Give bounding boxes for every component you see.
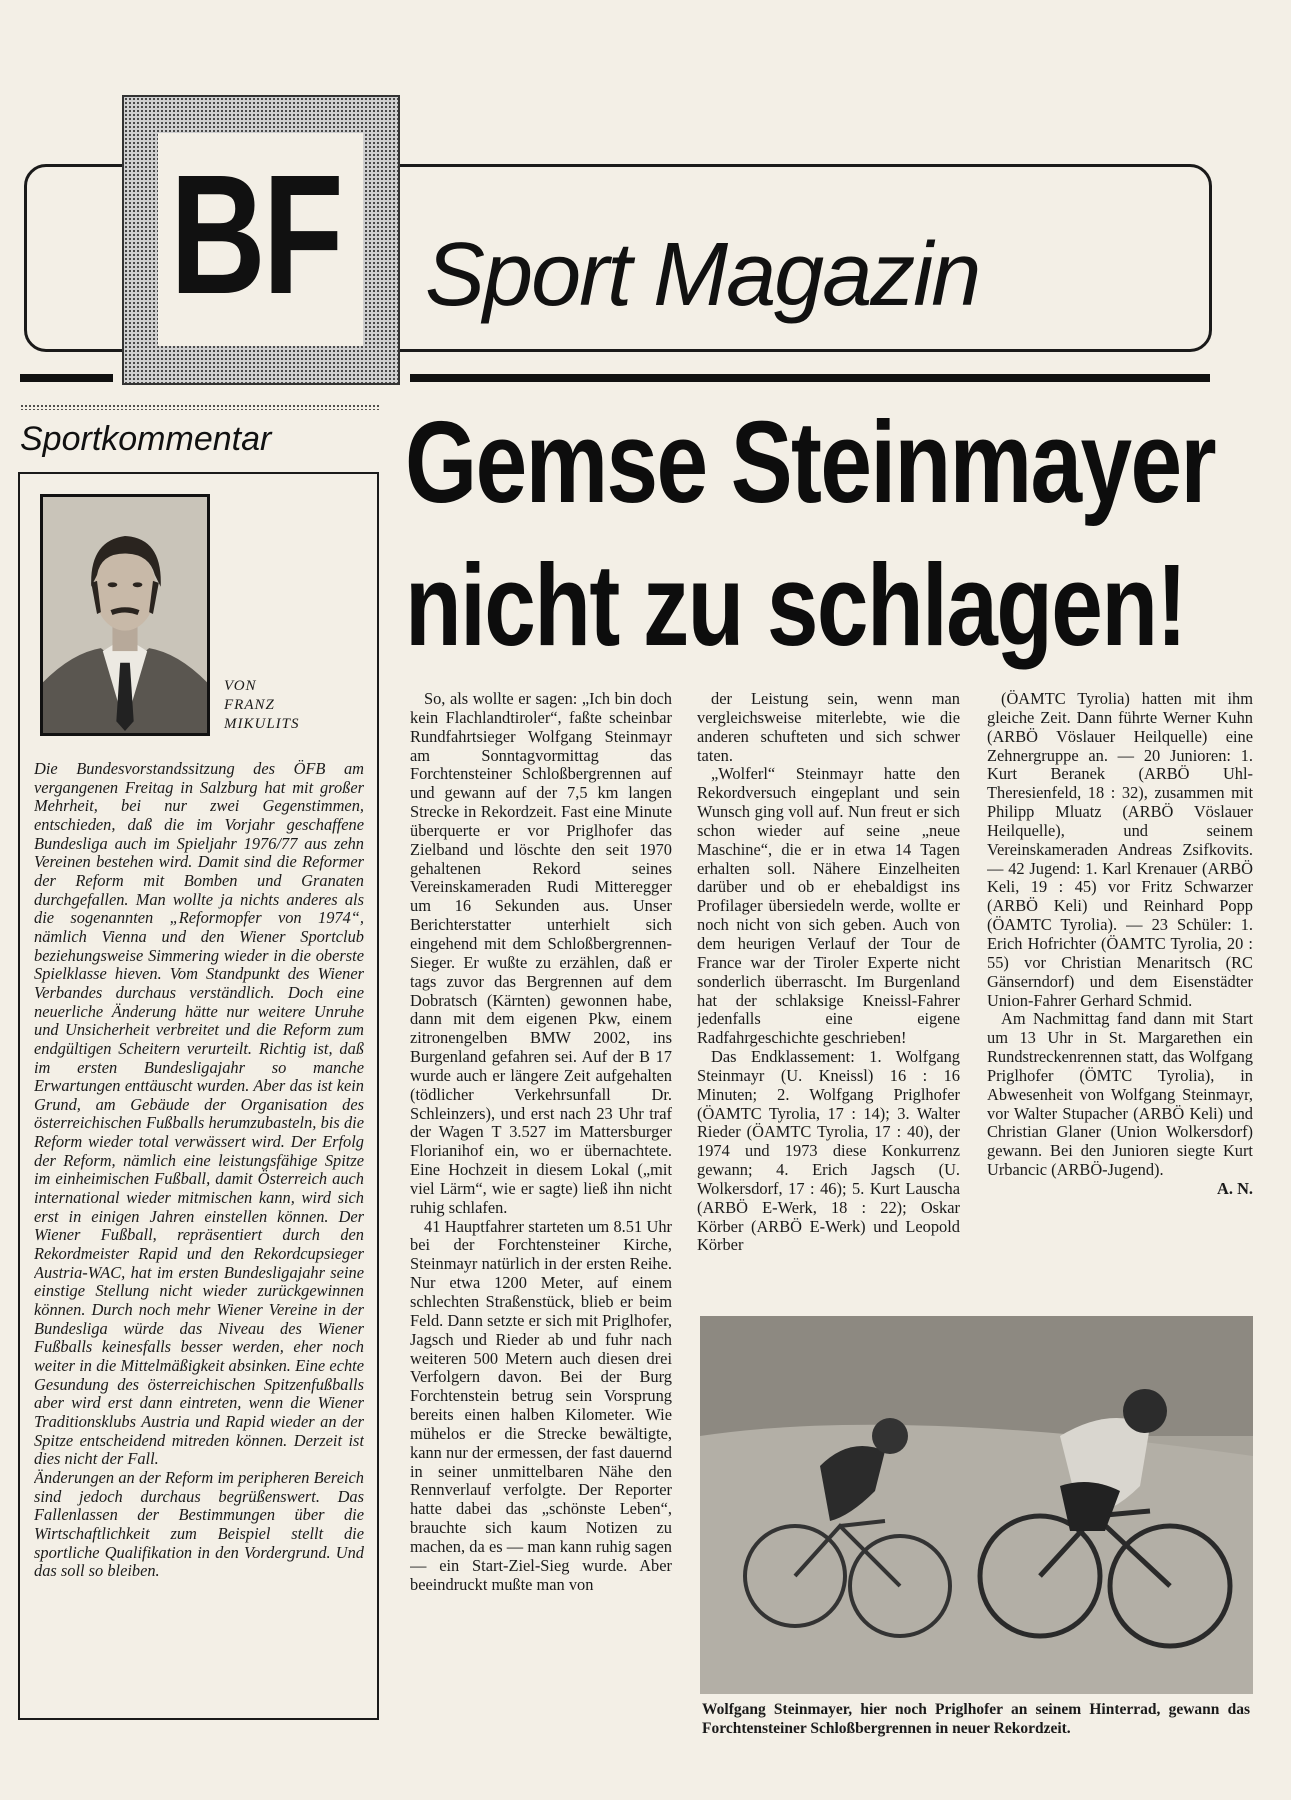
article-paragraph: 41 Hauptfahrer starteten um 8.51 Uhr bei der Forchtensteiner Kirche, Steinmayr natürlich in der ersten Reihe. Nur etwa 1200 Meter, auf einem schlechten Straßenstück, blieb er beim Feld. Dann setzte er sich mit Priglhofer, Jagsch und Rieder ab und fuhr nach weiteren 500 Metern auch diesen drei Verfolgern davon. Bei der Burg Forchtenstein betrug sein Vorsprung bereits einen halben Kilometer. Wie mühelos er die Strecke bewältigte, kann nur der ermessen, der fast dauernd in seiner unmittelbaren Nähe den Rennverlauf verfolgte. Der Reporter hatte dabei das „schönste Leben“, brauchte sich kaum Notizen zu machen, da es — man kann ruhig sagen — ein Start-Ziel-Sieg wurde. Aber beeindruckt mußte man von	[410, 1216, 672, 1594]
headline-line-1: Gemse Steinmayer	[405, 397, 1216, 527]
author-portrait-image	[40, 494, 210, 736]
commentary-paragraph: Die Bundesvorstandssitzung des ÖFB am vergangenen Freitag in Salzburg hat mit großer Mehrheit, bei nur zwei Gegenstimmen, entschieden, daß die im Vorjahr geschaffene Bundesliga auch im Spieljahr 1976/77 aus zehn Vereinen bestehen wird. Damit sind die Reformer der Reform mit Bomben und Granaten durchgefallen. Man wollte ja nichts anderes als die sogenannten „Reformopfer von 1974“, nämlich Vienna und den Wiener Sportclub beziehungsweise Simmering wieder in die oberste Spielklasse hieven. Vom Standpunkt des Wiener Verbandes durchaus verständlich. Doch eine neuerliche Änderung hätte nur weitere Unruhe und Unsicherheit verbreitet und die Reform zum endgültigen Scheitern verurteilt. Richtig ist, daß im ersten Bundesligajahr so manche Erwartungen enttäuscht wurden. Aber das ist kein Grund, am Gebäude der Organisation des österreichischen Fußballs herumzubasteln, bis die Reform wieder total verwässert wird. Der Erfolg der Reform, nämlich eine leistungsfähige Spitze im einheimischen Fußball, damit Österreich auch international wieder mitmischen kann, wird sich erst in einigen Jahren einstellen können. Der Wiener Fußball, repräsentiert durch den Rekordmeister Rapid und den Rekordcupsieger Austria-WAC, hat im ersten Bundesligajahr seine einstige Stellung nicht wieder zurückgewinnen können. Durch noch mehr Wiener Vereine in der Bundesliga würde das Niveau des Wiener Fußballs keinesfalls besser werden, eher noch weiter in die Mittelmäßigkeit absinken. Eine echte Gesundung des österreichischen Spitzenfußballs aber wird erst dann eintreten, wenn die Wiener Traditionsklubs Austria und Rapid wieder an der Spitze entscheidend mitreden können. Derzeit ist dies nicht der Fall.	[34, 760, 364, 1469]
byline-line: MIKULITS	[224, 716, 300, 732]
commentary-body	[34, 760, 364, 1715]
commentary-section-title: Sportkommentar	[20, 420, 272, 458]
commentary-rule	[20, 404, 380, 410]
headline-line-2: nicht zu schlagen!	[405, 540, 1186, 670]
photo-caption: Wolfgang Steinmayer, hier noch Priglhofer an seinem Hinterrad, gewann das Forchtensteiner Schloßbergrennen in neuer Rekordzeit.	[702, 1701, 1250, 1737]
article-paragraph: der Leistung sein, wenn man vergleichsweise miterlebte, wie die anderen schufteten und sich schwer taten.	[697, 690, 960, 765]
article-paragraph: (ÖAMTC Tyrolia) hatten mit ihm gleiche Zeit. Dann führte Werner Kuhn (ARBÖ Vöslauer Heilquelle) eine Zehnergruppe an. — 20 Junioren: 1. Kurt Beranek (ARBÖ Uhl-Theresienfeld, 18 : 32), zusammen mit Philipp Mluatz (ARBÖ Vöslauer Heilquelle), und seinem Vereinskameraden Andreas Zsifkovits. — 42 Jugend: 1. Karl Krenauer (ARBÖ Keli, 19 : 45) vor Fritz Schwarzer (ARBÖ Keli) und Reinhard Popp (ÖAMTC Tyrolia). — 23 Schüler: 1. Erich Hofrichter (ÖAMTC Tyrolia, 20 : 55) vor Christian Menaritsch (RC Gänserndorf) und dem Eisenstädter Union-Fahrer Gerhard Schmid.	[987, 690, 1253, 1010]
article-paragraph: Das Endklassement: 1. Wolfgang Steinmayr (U. Kneissl) 16 : 16 Minuten; 2. Wolfgang Priglhofer (ÖAMTC Tyrolia, 17 : 14); 3. Walter Rieder (ÖAMTC Tyrolia, 17 : 40), der 1974 und 1973 diese Konkurrenz gewann; 4. Erich Jagsch (U. Wolkersdorf, 17 : 46); 5. Kurt Lauscha (ARBÖ E-Werk, 18 : 22); Oskar Körber (ARBÖ E-Werk) und Leopold Körber	[697, 1047, 960, 1255]
byline-line: FRANZ	[224, 697, 275, 713]
magazine-title: Sport Magazin	[425, 225, 980, 325]
article-signature: A. N.	[1217, 1178, 1253, 1198]
commentary-paragraph: Änderungen an der Reform im peripheren Bereich sind jedoch durchaus begrüßenswert. Das Fallenlassen der Bestimmungen über die Wirtschaftlichkeit zum Beispiel stellt die sportliche Qualifikation in den Vordergrund. Und das soll so bleiben.	[34, 1467, 364, 1581]
bf-logo: BF	[170, 140, 341, 330]
masthead-rule-left	[20, 374, 113, 382]
article-column-2	[697, 690, 960, 1314]
article-paragraph: Am Nachmittag fand dann mit Start um 13 Uhr in St. Margarethen ein Rundstreckenrennen statt, das Wolfgang Priglhofer (ÖMTC Tyrolia), in Abwesenheit von Wolfgang Steinmayr, vor Walter Stupacher (ARBÖ Keli) und Christian Glaner (Union Wolkersdorf) gewann. Bei den Junioren siegte Kurt Urbancic (ARBÖ-Jugend).	[987, 1009, 1253, 1180]
article-paragraph: So, als wollte er sagen: „Ich bin doch kein Flachlandtiroler“, faßte scheinbar Rundfahrtsieger Wolfgang Steinmayr am Sonntagvormittag das Forchtensteiner Schloßbergrennen auf und gewann auf der 7,5 km langen Strecke in Rekordzeit. Fast eine Minute überquerte er vor Priglhofer das Zielband und löschte den seit 1970 gehaltenen Rekord seines Vereinskameraden Rudi Mitteregger um 16 Sekunden aus. Unser Berichterstatter unterhielt sich eingehend mit dem Schloßbergrennen-Sieger. Er wußte zu erzählen, daß er tags zuvor das Bergrennen auf dem Dobratsch (Kärnten) gewonnen habe, dann mit dem eigenen Pkw, einem zitronengelben BMW 2002, ins Burgenland gefahren sei. Auf der B 17 wurde auch er längere Zeit aufgehalten (tödlicher Verkehrsunfall Dr. Schleinzers), und erst nach 23 Uhr traf der Wagen T 3.527 im Mattersburger Florianihof ein, wo er übernachtete. Eine Hochzeit in diesem Lokal („mit viel Lärm“, wie er sagte) ließ ihn nicht ruhig schlafen.	[410, 690, 672, 1217]
byline-line: VON	[224, 678, 257, 694]
article-paragraph: „Wolferl“ Steinmayr hatte den Rekordversuch eingeplant und sein Wunsch ging voll auf. Nun freut er sich schon wieder auf seine „neue Maschine“, die er in etwa 14 Tagen erhalten soll. Nähere Einzelheiten darüber und ob er ehebaldigst ins Profilager übersiedeln werde, wollte er noch nicht von sich geben. Auch von dem heurigen Verlauf der Tour de France war der Tiroler Experte nicht sonderlich überrascht. Im Burgenland hat der schlaksige Kneissl-Fahrer jedenfalls eine eigene Radfahrgeschichte geschrieben!	[697, 764, 960, 1048]
byline	[224, 677, 364, 737]
masthead-rule-right	[410, 374, 1210, 382]
race-photo-image	[700, 1316, 1253, 1694]
article-column-3	[987, 690, 1253, 1314]
article-column-1	[410, 690, 672, 1780]
